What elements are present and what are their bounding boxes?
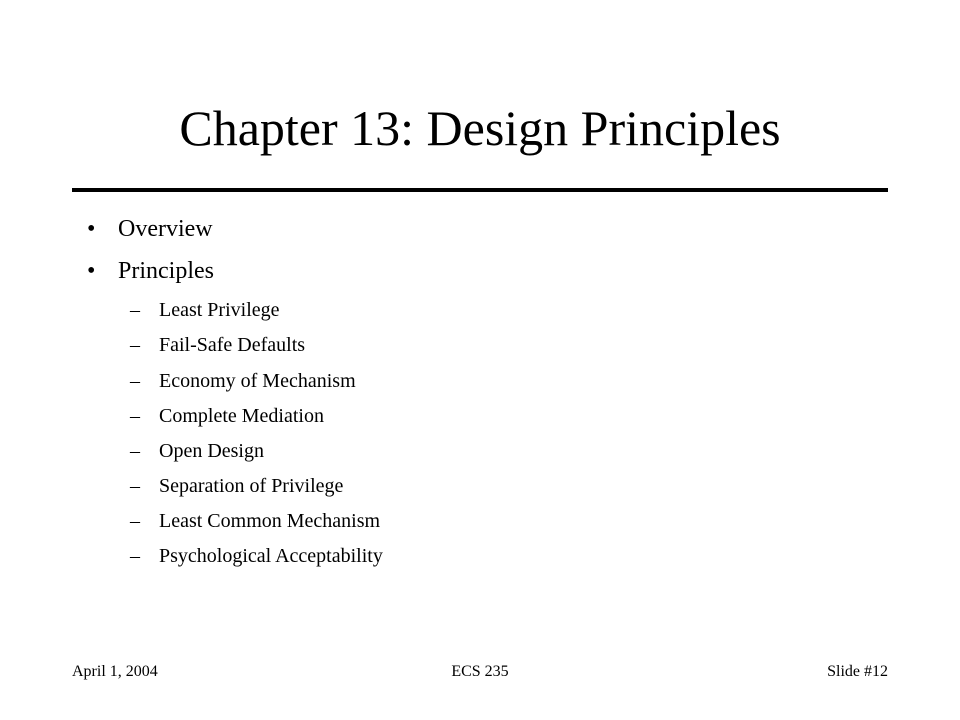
sub-bullet-text: Separation of Privilege <box>159 475 344 497</box>
sub-bullet-item <box>130 438 264 464</box>
sub-bullet-marker: – <box>130 440 140 462</box>
sub-bullet-marker: – <box>130 545 140 567</box>
bullet-text: Principles <box>118 258 214 284</box>
bullet-marker: • <box>87 258 96 284</box>
footer-date: April 1, 2004 <box>72 663 158 680</box>
sub-bullet-text: Economy of Mechanism <box>159 370 356 392</box>
sub-bullet-item <box>130 368 356 394</box>
slide-title: Chapter 13: Design Principles <box>179 100 781 156</box>
sub-bullet-marker: – <box>130 510 140 532</box>
sub-bullet-item <box>130 508 380 534</box>
bullet-text: Overview <box>118 216 213 242</box>
bullet-item <box>87 256 214 286</box>
sub-bullet-marker: – <box>130 299 140 321</box>
sub-bullet-item <box>130 403 324 429</box>
sub-bullet-marker: – <box>130 334 140 356</box>
sub-bullet-item <box>130 473 343 499</box>
sub-bullet-text: Complete Mediation <box>159 405 324 427</box>
sub-bullet-text: Open Design <box>159 440 264 462</box>
sub-bullet-item <box>130 543 383 569</box>
bullet-marker: • <box>87 216 96 242</box>
sub-bullet-text: Fail-Safe Defaults <box>159 334 306 356</box>
sub-bullet-marker: – <box>130 370 140 392</box>
bullet-item <box>87 214 213 244</box>
sub-bullet-text: Least Privilege <box>159 299 280 321</box>
sub-bullet-marker: – <box>130 405 140 427</box>
sub-bullet-text: Least Common Mechanism <box>159 510 381 532</box>
sub-bullet-marker: – <box>130 475 140 497</box>
sub-bullet-text: Psychological Acceptability <box>159 545 383 567</box>
footer-course: ECS 235 <box>451 663 509 680</box>
sub-bullet-item <box>130 297 280 323</box>
sub-bullet-item <box>130 332 305 358</box>
footer-slide-number: Slide #12 <box>827 663 888 680</box>
